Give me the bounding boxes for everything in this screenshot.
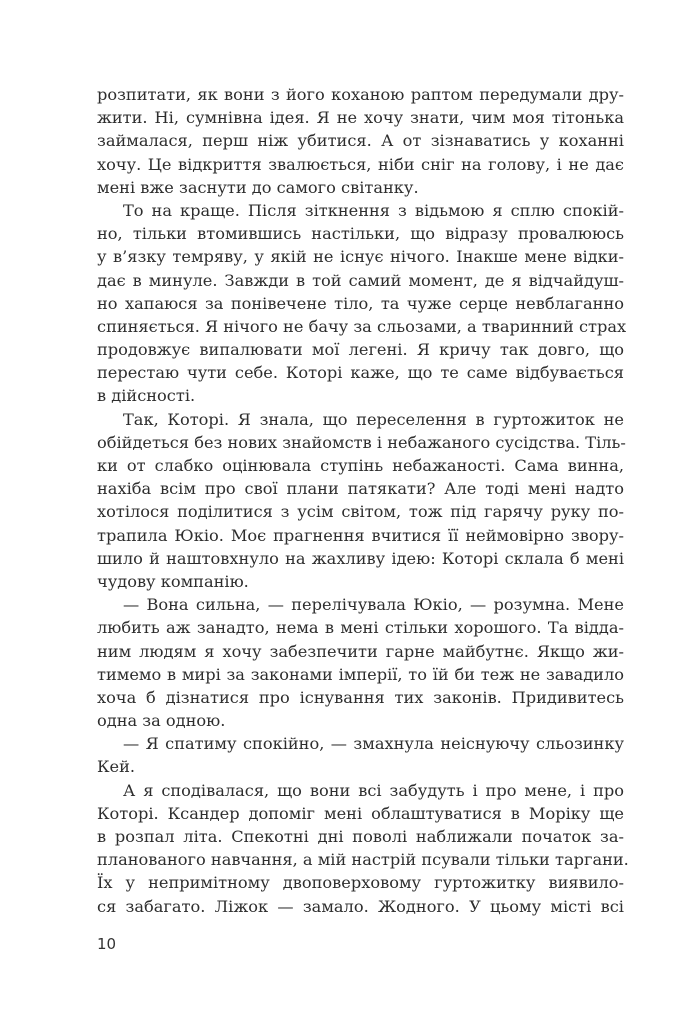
text-line: ки от слабко оцінювала ступінь небажаності. Сама винна, <box>97 456 624 475</box>
text-line: ним людям я хочу забезпечити гарне майбутнє. Якщо жи- <box>97 641 624 661</box>
text-line: То на краще. Після зіткнення з відьмою я сплю спокій- <box>123 200 624 220</box>
text-line: тимемо в мирі за законами імперії, то їй би теж не завадило <box>97 664 624 684</box>
text-line: дає в минуле. Завжди в той самий момент, де я відчайдуш- <box>97 270 624 290</box>
text-line: хотілося поділитися з усім світом, тож під гарячу руку по- <box>97 502 624 522</box>
text-line: — Я спатиму спокійно, — змахнула неіснуючу сльозинку <box>123 734 624 754</box>
paragraph <box>97 732 624 778</box>
text-line: продовжує випалювати мої легені. Я кричу так довго, що <box>97 340 624 360</box>
text-line: Так, Которі. Я знала, що переселення в гуртожиток не <box>123 409 624 429</box>
text-line: у в’язку темряву, у якій не існує нічого. Інакше мене відки- <box>97 247 624 267</box>
text-line: но, тільки втомившись настільки, що відразу провалююсь <box>97 224 624 244</box>
text-line: займалася, перш ніж убитися. А от зізнаватись у коханні <box>97 131 624 151</box>
text-line: мені вже заснути до самого світанку. <box>97 177 419 197</box>
text-line: — Вона сильна, — перелічувала Юкіо, — розумна. Мене <box>123 595 624 615</box>
text-line: Їх у непримітному двоповерховому гуртожитку виявило- <box>97 873 624 893</box>
book-page-text <box>97 83 629 918</box>
text-line: но хапаюся за понівечене тіло, та чуже серце невблаганно <box>97 293 624 313</box>
text-line: розпитати, як вони з його коханою раптом передумали дру- <box>97 85 624 104</box>
text-line: хоча б дізнатися про існування тих законів. Придивитесь <box>97 687 624 707</box>
text-line: в розпал літа. Спекотні дні поволі наближали початок за- <box>97 827 624 846</box>
text-line: Которі. Ксандер допоміг мені облаштуватися в Моріку ще <box>97 803 624 823</box>
paragraph <box>97 779 629 918</box>
text-line: шило й наштовхнуло на жахливу ідею: Которі склала б мені <box>97 548 624 568</box>
text-line: жити. Ні, сумнівна ідея. Я не хочу знати, чим моя тітонька <box>97 108 624 128</box>
text-line: спиняється. Я нічого не бачу за сльозами, а тваринний страх <box>97 316 627 336</box>
text-line: нахіба всім про свої плани патякати? Але тоді мені надто <box>97 479 624 499</box>
text-line: перестаю чути себе. Которі каже, що те саме відбувається <box>97 363 624 383</box>
text-line: планованого навчання, а мій настрій псували тільки таргани. <box>97 850 629 870</box>
text-line: трапила Юкіо. Моє прагнення вчитися її неймовірно звору- <box>97 525 624 545</box>
text-line: в дійсності. <box>97 386 196 406</box>
text-line: чудову компанію. <box>97 571 249 591</box>
page-number: 10 <box>97 935 117 953</box>
text-line: одна за одною. <box>97 711 226 731</box>
paragraph <box>97 83 624 199</box>
paragraph <box>97 408 624 594</box>
text-line: А я сподівалася, що вони всі забудуть і про мене, і про <box>123 780 624 800</box>
text-line: ся забагато. Ліжок — замало. Жодного. У цьому місті всі <box>97 896 624 916</box>
text-line: Кей. <box>97 757 136 777</box>
text-line: обійдеться без нових знайомств і небажаного сусідства. Тіль- <box>97 432 626 452</box>
paragraph <box>97 593 624 732</box>
text-line: любить аж занадто, нема в мені стільки хорошого. Та відда- <box>97 618 624 638</box>
text-line: хочу. Це відкриття звалюється, ніби сніг на голову, і не дає <box>97 154 624 174</box>
paragraph <box>97 199 627 408</box>
